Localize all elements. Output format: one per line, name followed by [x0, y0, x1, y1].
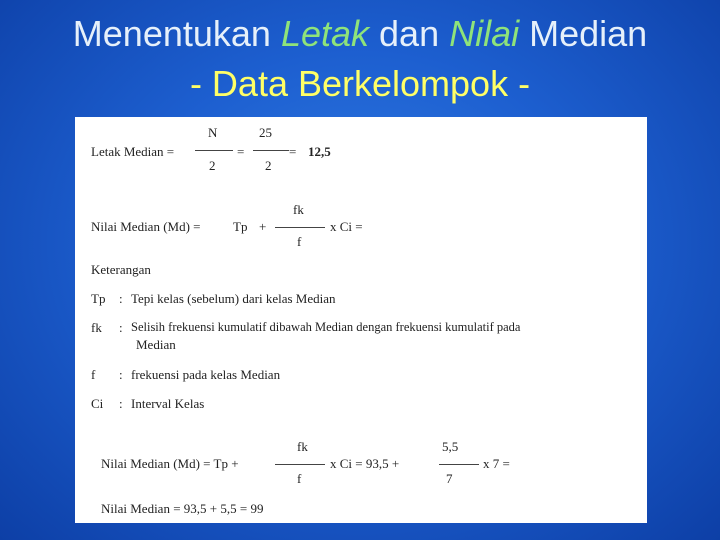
keterangan-term: Tp: [91, 291, 106, 306]
letak-equals-2: =: [289, 144, 297, 159]
letak-denominator-2: 2: [265, 158, 272, 173]
nilai-tp: Tp: [233, 219, 248, 234]
fraction-bar: [275, 227, 325, 228]
fraction-bar: [439, 464, 479, 465]
letak-equals-1: =: [237, 144, 245, 159]
calc-label: Nilai Median (Md) = Tp +: [101, 456, 239, 471]
keterangan-sep: :: [119, 320, 123, 335]
keterangan-heading: Keterangan: [91, 262, 151, 277]
keterangan-term: fk: [91, 320, 102, 335]
formula-panel: [75, 117, 647, 523]
nilai-denominator-f: f: [297, 234, 302, 249]
keterangan-desc: frekuensi pada kelas Median: [131, 367, 281, 382]
calc-mid: x Ci = 93,5 +: [330, 456, 400, 471]
letak-median-label: Letak Median =: [91, 144, 175, 159]
keterangan-desc: Selisih frekuensi kumulatif dibawah Median dengan frekuensi kumulatif pada: [131, 320, 521, 334]
keterangan-sep: :: [119, 367, 123, 382]
title-part-2: dan: [369, 13, 450, 54]
nilai-plus: +: [259, 219, 267, 234]
title-line-1: [0, 14, 720, 54]
title-letak: Letak: [280, 13, 370, 54]
calc-denominator-7: 7: [446, 471, 453, 486]
keterangan-desc-cont: Median: [136, 337, 176, 352]
title-part-3: Median: [519, 13, 648, 54]
keterangan-term: Ci: [91, 396, 104, 411]
keterangan-sep: :: [119, 291, 123, 306]
nilai-tail: x Ci =: [330, 219, 363, 234]
calc-tail: x 7 =: [483, 456, 510, 471]
calc-denominator-f: f: [297, 471, 302, 486]
letak-numerator-n: N: [208, 125, 218, 140]
keterangan-sep: :: [119, 396, 123, 411]
fraction-bar: [195, 150, 233, 151]
fraction-bar: [253, 150, 289, 151]
keterangan-desc: Interval Kelas: [131, 396, 205, 411]
fraction-bar: [275, 464, 325, 465]
nilai-numerator-fk: fk: [293, 202, 304, 217]
keterangan-desc: Tepi kelas (sebelum) dari kelas Median: [131, 291, 336, 306]
letak-numerator-25: 25: [259, 125, 272, 140]
calc-numerator-fk: fk: [297, 439, 308, 454]
letak-result: 12,5: [308, 144, 331, 159]
title-part-1: Menentukan: [72, 13, 281, 54]
keterangan-term: f: [91, 367, 96, 382]
title-line-2: - Data Berkelompok -: [189, 63, 531, 104]
final-result: Nilai Median = 93,5 + 5,5 = 99: [101, 501, 264, 516]
title-nilai: Nilai: [449, 13, 520, 54]
calc-numerator-5-5: 5,5: [442, 439, 459, 454]
nilai-median-label: Nilai Median (Md) =: [91, 219, 201, 234]
letak-denominator-1: 2: [209, 158, 216, 173]
